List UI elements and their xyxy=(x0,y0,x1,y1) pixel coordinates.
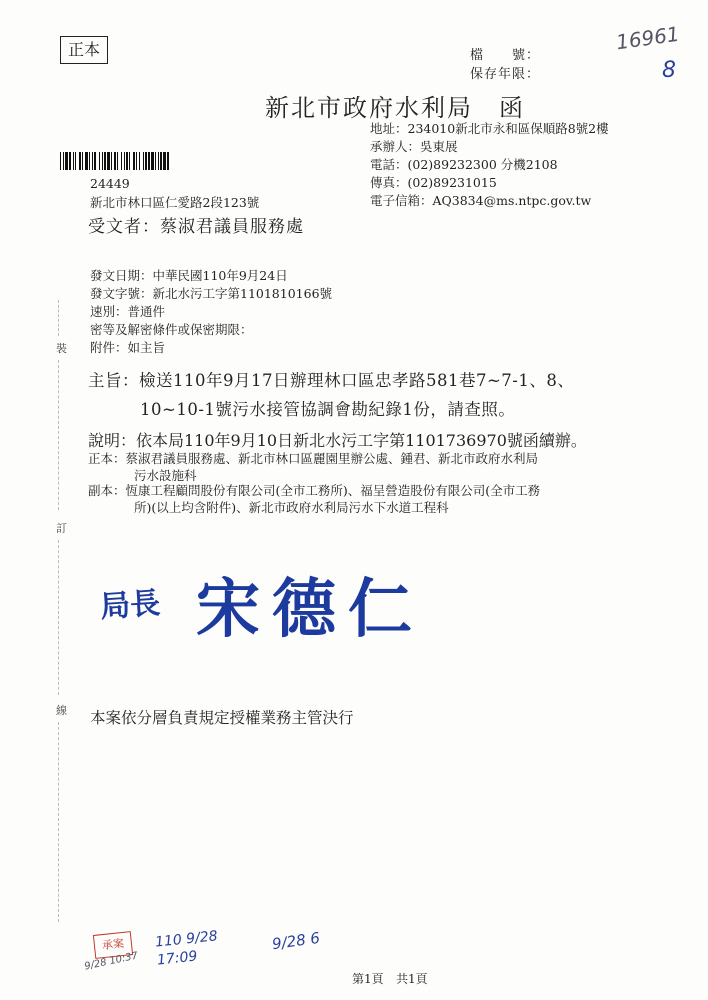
copy-label: 正本 xyxy=(60,36,108,64)
original-recipients-1: 正本：蔡淑君議員服務處、新北市林口區麗園里辦公處、鍾君、新北市政府水利局 xyxy=(88,451,539,466)
subject-line-1: 主旨：檢送110年9月17日辦理林口區忠孝路581巷7~7-1、8、 xyxy=(88,371,575,390)
barcode-bar xyxy=(102,152,103,170)
binding-dash xyxy=(58,300,59,336)
binding-dash xyxy=(58,360,59,510)
barcode-bar xyxy=(158,152,159,170)
barcode-bar xyxy=(155,152,156,170)
contact-person: 承辦人：吳東展 xyxy=(370,139,458,154)
binding-dash xyxy=(58,722,59,922)
barcode-bar xyxy=(143,152,144,170)
speed: 速別：普通件 xyxy=(90,304,166,319)
barcode-bar xyxy=(129,152,130,170)
original-recipients-2: 污水設施科 xyxy=(134,468,197,483)
barcode-bar xyxy=(133,152,135,170)
barcode-bar xyxy=(167,152,169,170)
email: 電子信箱：AQ3834@ms.ntpc.gov.tw xyxy=(370,193,592,208)
barcode-bar xyxy=(117,152,118,170)
subject-line-2: 10~10-1號污水接管協調會勘紀錄1份，請查照。 xyxy=(140,400,516,419)
receipt-stamp: 承案 xyxy=(93,931,133,959)
copy-recipients-1: 副本：恆康工程顧問股份有限公司(全市工務所)、福呈營造股份有限公司(全市工務 xyxy=(88,483,541,498)
handwritten-note: 9/28 6 xyxy=(270,928,322,954)
barcode-bar xyxy=(104,152,106,170)
secrecy: 密等及解密條件或保密期限： xyxy=(90,322,253,337)
barcode-bar xyxy=(69,152,71,170)
barcode-bar xyxy=(126,152,128,170)
barcode-bar xyxy=(75,152,76,170)
fax: 傳真：(02)89231015 xyxy=(370,175,497,190)
barcode-bar xyxy=(92,152,93,170)
retention-label: 保存年限： xyxy=(470,67,541,82)
barcode-bar xyxy=(121,152,122,170)
barcode-bar xyxy=(73,152,74,170)
recipient-address: 新北市林口區仁愛路2段123號 xyxy=(90,195,260,210)
copy-recipients-2: 所)(以上均含附件)、新北市政府水利局污水下水道工程科 xyxy=(134,500,449,515)
signature-name: 宋德仁 xyxy=(196,572,424,647)
barcode-bar xyxy=(107,152,110,170)
barcode-bar xyxy=(163,152,166,170)
barcode-bar xyxy=(124,152,125,170)
barcode-bar xyxy=(82,152,83,170)
barcode xyxy=(60,152,340,170)
binding-dash xyxy=(58,540,59,695)
barcode-bar xyxy=(148,152,150,170)
barcode-bar xyxy=(65,152,68,170)
handwritten-number: 16961 xyxy=(614,21,681,55)
barcode-bar xyxy=(63,152,64,170)
page-current: 第1頁 xyxy=(352,972,384,986)
file-number-label: 檔 號： xyxy=(470,48,541,63)
binding-mark-xian: 線 xyxy=(56,704,67,717)
barcode-bar xyxy=(111,152,112,170)
signature-title: 局長 xyxy=(99,585,162,626)
handwritten-receipt-date: 110 9/28 17:09 xyxy=(154,928,219,969)
barcode-bar xyxy=(85,152,88,170)
barcode-bar xyxy=(151,152,154,170)
barcode-bar xyxy=(94,152,96,170)
handwritten-bottom-left: 9/28 10:37 xyxy=(83,950,140,973)
barcode-bar xyxy=(160,152,162,170)
barcode-bar xyxy=(114,152,116,170)
issue-date: 發文日期：中華民國110年9月24日 xyxy=(90,268,288,283)
document-title: 新北市政府水利局 函 xyxy=(265,94,525,122)
attachment: 附件：如主旨 xyxy=(90,340,166,355)
barcode-bar xyxy=(60,152,61,170)
document-number: 發文字號：新北水污工字第1101810166號 xyxy=(90,286,333,301)
barcode-bar xyxy=(145,152,147,170)
delegation-note: 本案依分層負責規定授權業務主管決行 xyxy=(90,709,354,727)
barcode-bar xyxy=(89,152,90,170)
handwritten-mark: 8 xyxy=(662,58,676,83)
binding-mark-ding: 訂 xyxy=(56,522,67,535)
barcode-bar xyxy=(79,152,81,170)
barcode-bar xyxy=(136,152,137,170)
explanation: 說明：依本局110年9月10日新北水污工字第1101736970號函續辦。 xyxy=(88,431,587,450)
binding-mark-zhuang: 裝 xyxy=(56,342,67,355)
barcode-bar xyxy=(139,152,140,170)
phone: 電話：(02)89232300 分機2108 xyxy=(370,157,558,172)
agency-address: 地址：234010新北市永和區保順路8號2樓 xyxy=(370,121,609,136)
postal-code: 24449 xyxy=(90,176,130,191)
recipient: 受文者：蔡淑君議員服務處 xyxy=(88,217,304,237)
barcode-bar xyxy=(99,152,100,170)
page-total: 共1頁 xyxy=(396,972,428,986)
